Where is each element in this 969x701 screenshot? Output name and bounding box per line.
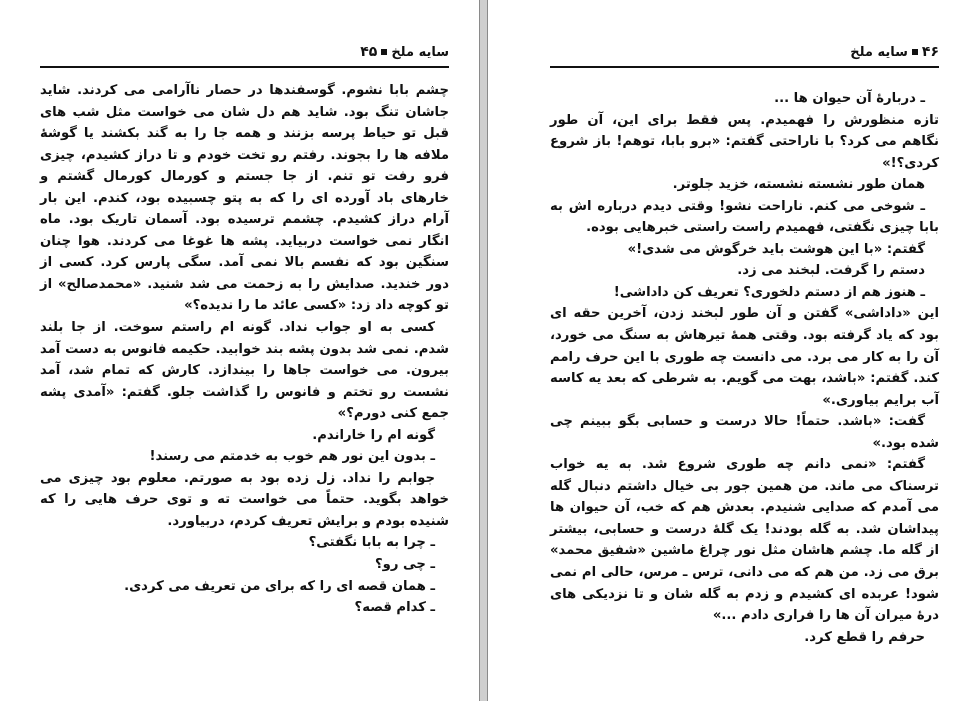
book-gutter	[480, 0, 487, 701]
paragraph: جوابم را نداد. زل زده بود به صورتم. معلوم بود چیزی می خواهد بگوید. حتماً می خواست ته و توی حرف هایی را که شنیده بودم و برایش تعریف کردم، دربیاورد.	[40, 470, 449, 529]
left-page	[0, 0, 480, 701]
paragraph: تازه منظورش را فهمیدم. پس فقط برای این، آن طور نگاهم می کرد؟ با ناراحتی گفتم: «برو بابا، توهم! باز شروع کردی؟!»	[550, 112, 939, 171]
page-number: ۴۶	[921, 44, 939, 60]
paragraph: گفتم: «نمی دانم چه طوری شروع شد. به یه خواب ترسناک می ماند. من همین جور بی خیال داشتم دنبال گله می آمدم که صدایی شنیدم. بعدش هم که خب، آن حیوان ها پیداشان شد. به گله بودند! یک گلهٔ درست و حسابی، بیشتر از گله ما. چشم هاشان مثل نور چراغ ماشین «شفیق محمد» برق می زد. من هم که می دانی، ترس ـ مرس، حالی ام نمی شود! عربده ای کشیدم و زدم به گله شان و تا نزدیکی های درهٔ میران آن ها را فراری دادم ...»	[550, 457, 939, 624]
running-title: سایه ملخ	[850, 45, 908, 60]
paragraph: ـ چی رو؟	[375, 557, 435, 573]
paragraph: ـ هنوز هم از دستم دلخوری؟ تعریف کن داداشی!	[613, 284, 925, 300]
paragraph: این «داداشی» گفتن و آن طور لبخند زدن، آخرین حقه ای بود که یاد گرفته بود. وقتی همهٔ تیرهاش به سنگ می خورد، آن را به کار می برد. می دانست چه طوری با این حرف رامم کند. گفتم: «باشد، بهت می گویم. به شرطی که بعد یه کاسه آب برایم بیاوری.»	[550, 306, 939, 408]
body-text	[550, 88, 939, 681]
paragraph: گفتم: «با این هوشت باید خرگوش می شدی!»	[627, 241, 925, 257]
paragraph: دستم را گرفت. لبخند می زد.	[737, 263, 925, 279]
paragraph: ـ دربارهٔ آن حیوان ها ...	[774, 91, 925, 106]
page-header	[40, 44, 449, 68]
paragraph: ـ بدون این نور هم خوب به خدمتم می رسند!	[149, 449, 435, 465]
right-page	[487, 0, 969, 701]
paragraph: همان طور نشسته نشسته، خزید جلوتر.	[672, 177, 925, 193]
paragraph: حرفم را قطع کرد.	[804, 629, 925, 645]
square-bullet-icon	[912, 49, 918, 55]
paragraph: کسی به او جواب نداد. گونه ام راستم سوخت. از جا بلند شدم. نمی شد بدون پشه بند خوابید. حکیمه فانوس به دست آمد بیرون. می خواست جاها را بیندازد. کارش که تمام شد، آمد نشست رو تختم و فانوس را گذاشت جلو. گفتم: «آمدی پشه جمع کنی دورم؟»	[40, 320, 449, 422]
paragraph: ـ چرا به بابا نگفتی؟	[308, 535, 435, 551]
square-bullet-icon	[381, 49, 387, 55]
page-header	[550, 44, 939, 68]
paragraph: گونه ام را خاراندم.	[312, 427, 435, 443]
paragraph: ـ شوخی می کنم. ناراحت نشو! وقتی دیدم درباره اش به بابا چیزی نگفتی، فهمیدم راست راستی خبرهایی بوده.	[550, 198, 939, 236]
paragraph: گفت: «باشد. حتماً! حالا درست و حسابی بگو ببینم چی شده بود.»	[550, 414, 939, 451]
page-number: ۴۵	[360, 44, 378, 60]
paragraph: ـ همان قصه ای را که برای من تعریف می کردی.	[124, 578, 435, 594]
running-title: سایه ملخ	[391, 45, 449, 60]
paragraph: ـ کدام قصه؟	[354, 600, 435, 616]
paragraph: چشم بابا نشوم. گوسفندها در حصار ناآرامی می کردند. شاید جاشان تنگ بود. شاید هم دل شان می خواست مثل شب های قبل تو حیاط پرسه بزنند و همه جا را به گند بکشند یا گوشهٔ ملافه ها را بجوند. رفتم رو تخت خودم و تا دراز کشیدم، چیزی فرو رفت تو تنم. از جا جستم و کورمال کورمال گشتم و خارهای باد آورده ای را که به پتو چسبیده بود، کندم. این بار آرام دراز کشیدم. چشمم ترسیده بود. آسمان تاریک بود. ماه انگار نمی خواست دربیاید. پشه ها غوغا می کردند. هوا چنان سنگین بود که نفسم بالا نمی آمد. سگی پارس کرد. کسی از دور خندید. صدایش را به زحمت می شد شنید. «محمدصالح» از تو کوچه داد زد: «کسی عائد ما را ندیده؟»	[40, 83, 449, 314]
body-text	[40, 80, 449, 681]
